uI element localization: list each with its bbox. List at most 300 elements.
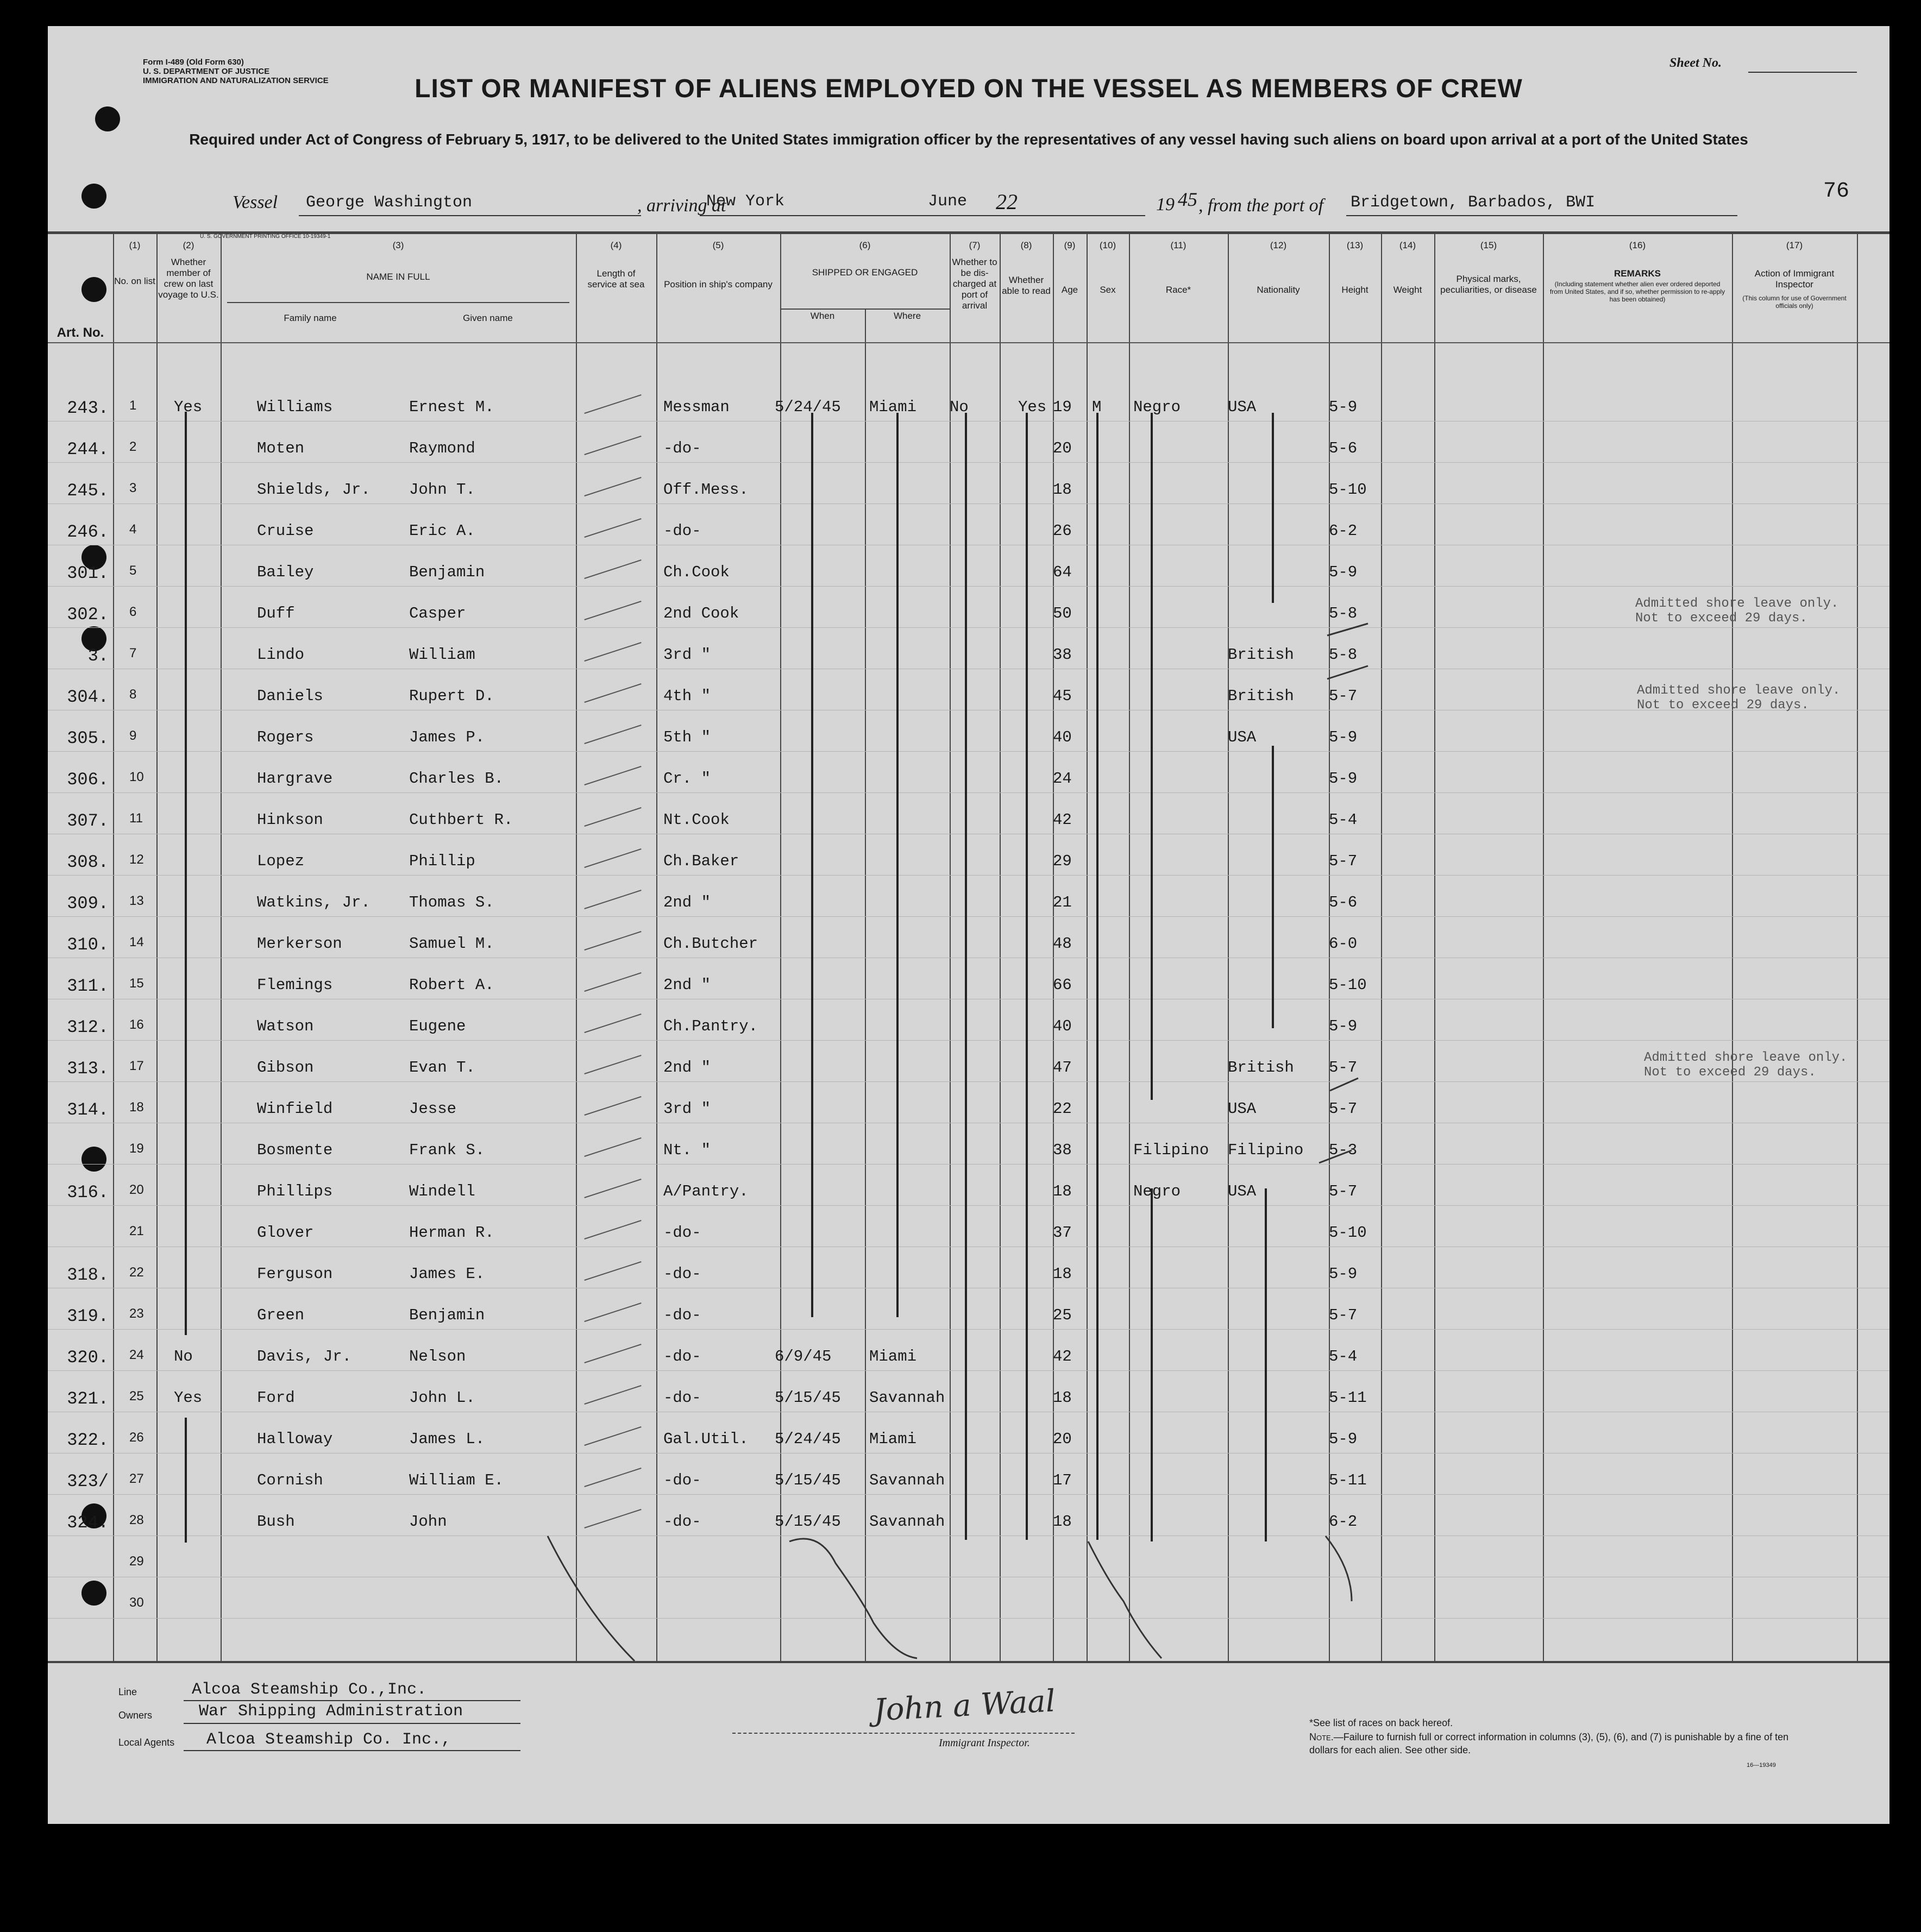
cell-list-number: 25 <box>129 1389 144 1404</box>
cell-shipped-where: Savannah <box>869 1389 945 1407</box>
cell-height: 5-9 <box>1329 563 1358 581</box>
cell-list-number: 8 <box>129 687 137 702</box>
cell-family-name: Cornish <box>257 1471 323 1489</box>
arrival-day: 22 <box>996 190 1018 214</box>
cell-nationality: USA <box>1228 1182 1257 1200</box>
cell-family-name: Rogers <box>257 728 314 746</box>
header-col12: Nationality <box>1257 285 1300 295</box>
cell-given-name: Thomas S. <box>409 893 494 911</box>
cell-family-name: Duff <box>257 605 295 622</box>
cell-given-name: James E. <box>409 1265 485 1283</box>
printing-office-note: U. S. GOVERNMENT PRINTING OFFICE 10-19349-1 <box>200 234 331 240</box>
cell-list-number: 30 <box>129 1595 144 1610</box>
cell-position: Gal.Util. <box>663 1430 749 1448</box>
cell-list-number: 29 <box>129 1554 144 1569</box>
from-port-label: , from the port of <box>1198 196 1324 216</box>
owners-label: Owners <box>118 1710 153 1721</box>
cell-family-name: Gibson <box>257 1059 314 1077</box>
cell-position: Ch.Cook <box>663 563 730 581</box>
cell-given-name: Rupert D. <box>409 687 494 705</box>
cell-age: 40 <box>1053 1017 1072 1035</box>
remark-shore-leave <box>1637 683 1840 713</box>
cell-given-name: Benjamin <box>409 1306 485 1324</box>
cell-height: 5-8 <box>1329 605 1358 622</box>
cell-height: 6-2 <box>1329 522 1358 540</box>
cell-age: 38 <box>1053 1141 1072 1159</box>
arrival-port: New York <box>706 192 785 211</box>
cell-list-number: 20 <box>129 1182 144 1197</box>
cell-height: 5-9 <box>1329 1017 1358 1035</box>
cell-list-number: 9 <box>129 728 137 743</box>
cell-height: 5-11 <box>1329 1471 1367 1489</box>
cell-race: Filipino <box>1133 1141 1209 1159</box>
header-col15: Physical marks, peculiarities, or disease <box>1440 274 1537 295</box>
cell-given-name: John T. <box>409 481 475 499</box>
cell-nationality: USA <box>1228 398 1257 416</box>
cell-age: 37 <box>1053 1224 1072 1242</box>
cell-family-name: Lopez <box>257 852 305 870</box>
cell-list-number: 5 <box>129 563 137 578</box>
cell-given-name: Eric A. <box>409 522 475 540</box>
cell-given-name: Eugene <box>409 1017 466 1035</box>
cell-height: 5-8 <box>1329 646 1358 664</box>
cell-height: 5-11 <box>1329 1389 1367 1407</box>
cell-art-number: 3. <box>87 646 109 666</box>
cell-height: 5-4 <box>1329 1348 1358 1365</box>
cell-age: 25 <box>1053 1306 1072 1324</box>
header-col13: Height <box>1341 285 1368 295</box>
cell-position: Nt.Cook <box>663 811 730 829</box>
cell-given-name: Nelson <box>409 1348 466 1365</box>
header-col17-note: (This column for use of Government officials only) <box>1742 294 1847 310</box>
cell-list-number: 19 <box>129 1141 144 1156</box>
cell-family-name: Bush <box>257 1513 295 1531</box>
cell-art-number: 321. <box>67 1389 109 1409</box>
cell-given-name: Frank S. <box>409 1141 485 1159</box>
cell-age: 18 <box>1053 1182 1072 1200</box>
note-text: —Failure to furnish full or correct information in columns (3), (5), (6), and (7) is punishable by a fine of ten dollars for each alien. See other side. <box>1309 1732 1789 1755</box>
cell-age: 42 <box>1053 811 1072 829</box>
cell-list-number: 12 <box>129 852 144 867</box>
cell-height: 5-9 <box>1329 1430 1358 1448</box>
header-col14: Weight <box>1393 285 1422 295</box>
cell-height: 5-10 <box>1329 481 1367 499</box>
header-col17-number: (17) <box>1786 240 1803 250</box>
remark-line: Not to exceed 29 days. <box>1637 698 1809 713</box>
cell-given-name: Herman R. <box>409 1224 494 1242</box>
cell-height: 5-6 <box>1329 439 1358 457</box>
cell-art-number: 307. <box>67 811 109 831</box>
cell-shipped-where: Miami <box>869 1430 917 1448</box>
cell-art-number: 305. <box>67 728 109 748</box>
cell-position: Ch.Baker <box>663 852 739 870</box>
note-label: Note. <box>1309 1732 1334 1742</box>
header-family-name: Family name <box>284 313 337 323</box>
cell-height: 5-7 <box>1329 1306 1358 1324</box>
cell-list-number: 11 <box>129 811 143 826</box>
cell-list-number: 3 <box>129 481 137 495</box>
cell-position: 2nd " <box>663 976 711 994</box>
page-number: 76 <box>1823 179 1850 204</box>
cell-position: Messman <box>663 398 730 416</box>
cell-family-name: Glover <box>257 1224 314 1242</box>
year-suffix: 45 <box>1178 188 1197 210</box>
header-col6: SHIPPED OR ENGAGED <box>812 267 918 278</box>
cell-art-number: 245. <box>67 481 109 501</box>
line-underline <box>184 1700 520 1701</box>
races-note: *See list of races on back hereof. <box>1309 1717 1453 1728</box>
header-col15-number: (15) <box>1480 240 1497 250</box>
form-code: 16—19349 <box>1747 1762 1776 1769</box>
cell-art-number: 301. <box>67 563 109 583</box>
cell-discharged: No <box>950 398 969 416</box>
cell-height: 5-9 <box>1329 398 1358 416</box>
cell-family-name: Hinkson <box>257 811 323 829</box>
cell-art-number: 306. <box>67 770 109 790</box>
cell-art-number: 244. <box>67 439 109 460</box>
remark-line: Not to exceed 29 days. <box>1635 611 1807 626</box>
cell-shipped-where: Miami <box>869 398 917 416</box>
agents-value: Alcoa Steamship Co. Inc., <box>206 1730 451 1749</box>
cell-given-name: William E. <box>409 1471 504 1489</box>
cell-shipped-when: 5/24/45 <box>775 1430 841 1448</box>
header-shipped-when: When <box>810 311 835 321</box>
cell-height: 5-9 <box>1329 770 1358 788</box>
cell-family-name: Phillips <box>257 1182 333 1200</box>
cell-list-number: 6 <box>129 605 137 619</box>
cell-given-name: Evan T. <box>409 1059 475 1077</box>
header-col14-number: (14) <box>1399 240 1416 250</box>
cell-family-name: Watson <box>257 1017 314 1035</box>
cell-position: Ch.Pantry. <box>663 1017 758 1035</box>
header-col12-number: (12) <box>1270 240 1287 250</box>
cell-age: 18 <box>1053 1265 1072 1283</box>
header-col11-number: (11) <box>1170 240 1186 250</box>
header-col3: NAME IN FULL <box>366 272 430 282</box>
cell-height: 5-7 <box>1329 1100 1358 1118</box>
cell-age: 19 <box>1053 398 1072 416</box>
cell-age: 17 <box>1053 1471 1072 1489</box>
cell-age: 42 <box>1053 1348 1072 1365</box>
cell-list-number: 17 <box>129 1059 144 1073</box>
cell-nationality: British <box>1228 1059 1294 1077</box>
cell-family-name: Watkins, Jr. <box>257 893 371 911</box>
header-col16: REMARKS <box>1614 268 1661 279</box>
cell-position: A/Pantry. <box>663 1182 749 1200</box>
cell-family-name: Ford <box>257 1389 295 1407</box>
cell-art-number: 311. <box>67 976 109 996</box>
cell-age: 21 <box>1053 893 1072 911</box>
cell-position: -do- <box>663 1389 701 1407</box>
cell-height: 6-0 <box>1329 935 1358 953</box>
cell-shipped-when: 5/15/45 <box>775 1471 841 1489</box>
cell-nationality: USA <box>1228 728 1257 746</box>
cell-given-name: James L. <box>409 1430 485 1448</box>
cell-art-number: 302. <box>67 605 109 625</box>
cell-family-name: Bosmente <box>257 1141 333 1159</box>
cell-age: 18 <box>1053 1513 1072 1531</box>
cell-age: 48 <box>1053 935 1072 953</box>
inspector-signature: John a Waal <box>872 1683 1057 1728</box>
cell-art-number: 309. <box>67 893 109 914</box>
header-col5-number: (5) <box>712 240 724 250</box>
cell-position: -do- <box>663 522 701 540</box>
cell-height: 5-10 <box>1329 976 1367 994</box>
sheet-number-label: Sheet No. <box>1669 56 1722 70</box>
remark-line: Admitted shore leave only. <box>1635 596 1839 611</box>
cell-age: 18 <box>1053 481 1072 499</box>
cell-age: 22 <box>1053 1100 1072 1118</box>
cell-art-number: 322. <box>67 1430 109 1450</box>
header-col9-number: (9) <box>1064 240 1076 250</box>
cell-family-name: Merkerson <box>257 935 342 953</box>
cell-nationality: British <box>1228 646 1294 664</box>
header-col1-number: (1) <box>129 240 141 250</box>
cell-shipped-when: 5/24/45 <box>775 398 841 416</box>
cell-list-number: 21 <box>129 1224 144 1238</box>
header-col3-number: (3) <box>392 240 404 250</box>
cell-family-name: Cruise <box>257 522 314 540</box>
page-subtitle: Required under Act of Congress of February 5, 1917, to be delivered to the United States immigration officer by the representatives of any vessel having such aliens on board upon arrival at a port of the United States <box>189 131 1748 148</box>
cell-given-name: John L. <box>409 1389 475 1407</box>
cell-position: -do- <box>663 1306 701 1324</box>
cell-list-number: 18 <box>129 1100 144 1115</box>
cell-art-number: 308. <box>67 852 109 872</box>
cell-height: 5-7 <box>1329 852 1358 870</box>
cell-shipped-where: Savannah <box>869 1513 945 1531</box>
cell-shipped-where: Miami <box>869 1348 917 1365</box>
cell-age: 24 <box>1053 770 1072 788</box>
cell-list-number: 27 <box>129 1471 144 1486</box>
vessel-label: Vessel <box>233 192 278 212</box>
cell-list-number: 26 <box>129 1430 144 1445</box>
cell-height: 5-3 <box>1329 1141 1358 1159</box>
cell-list-number: 22 <box>129 1265 144 1280</box>
cell-position: 3rd " <box>663 1100 711 1118</box>
cell-position: 5th " <box>663 728 711 746</box>
cell-position: Ch.Butcher <box>663 935 758 953</box>
cell-list-number: 1 <box>129 398 137 413</box>
cell-age: 47 <box>1053 1059 1072 1077</box>
cell-nationality: USA <box>1228 1100 1257 1118</box>
cell-given-name: Charles B. <box>409 770 504 788</box>
cell-race: Negro <box>1133 398 1181 416</box>
agents-underline <box>184 1750 520 1751</box>
cell-position: 3rd " <box>663 646 711 664</box>
header-col2: Whether member of crew on last voyage to U.S. <box>158 257 219 300</box>
remark-line: Not to exceed 29 days. <box>1644 1065 1816 1080</box>
cell-family-name: Shields, Jr. <box>257 481 371 499</box>
cell-age: 50 <box>1053 605 1072 622</box>
cell-position: -do- <box>663 1471 701 1489</box>
cell-family-name: Flemings <box>257 976 333 994</box>
cell-given-name: James P. <box>409 728 485 746</box>
cell-art-number: 320. <box>67 1348 109 1368</box>
cell-height: 5-4 <box>1329 811 1358 829</box>
header-col8: Whether able to read <box>1002 275 1051 296</box>
cell-family-name: Hargrave <box>257 770 333 788</box>
cell-last-voyage: No <box>174 1348 193 1365</box>
header-shipped-where: Where <box>893 311 921 321</box>
remark-line: Admitted shore leave only. <box>1637 683 1841 698</box>
cell-family-name: Moten <box>257 439 305 457</box>
header-col10: Sex <box>1100 285 1116 295</box>
cell-list-number: 10 <box>129 770 144 784</box>
cell-list-number: 4 <box>129 522 137 537</box>
cell-shipped-when: 6/9/45 <box>775 1348 832 1365</box>
steamship-line: Alcoa Steamship Co.,Inc. <box>192 1681 427 1699</box>
line-label: Line <box>118 1686 137 1697</box>
penalty-note <box>1309 1730 1809 1757</box>
cell-position: -do- <box>663 1265 701 1283</box>
header-col13-number: (13) <box>1346 240 1364 250</box>
cell-age: 29 <box>1053 852 1072 870</box>
cell-given-name: Benjamin <box>409 563 485 581</box>
arrival-month: June <box>928 192 968 211</box>
cell-position: 2nd Cook <box>663 605 739 622</box>
remark-shore-leave <box>1635 596 1838 626</box>
cell-age: 26 <box>1053 522 1072 540</box>
cell-position: 2nd " <box>663 1059 711 1077</box>
cell-height: 5-9 <box>1329 728 1358 746</box>
cell-family-name: Bailey <box>257 563 314 581</box>
arriving-label: , arriving at <box>637 196 726 216</box>
cell-family-name: Lindo <box>257 646 305 664</box>
cell-art-number: 323/ <box>67 1471 109 1492</box>
cell-age: 20 <box>1053 439 1072 457</box>
service-name: IMMIGRATION AND NATURALIZATION SERVICE <box>143 76 329 85</box>
cell-family-name: Halloway <box>257 1430 333 1448</box>
cell-age: 20 <box>1053 1430 1072 1448</box>
cell-position: -do- <box>663 1513 701 1531</box>
cell-given-name: William <box>409 646 475 664</box>
vessel-name: George Washington <box>306 193 473 212</box>
cell-last-voyage: Yes <box>174 1389 203 1407</box>
cell-art-number: 318. <box>67 1265 109 1285</box>
cell-given-name: Cuthbert R. <box>409 811 513 829</box>
cell-shipped-when: 5/15/45 <box>775 1513 841 1531</box>
cell-height: 5-7 <box>1329 1059 1358 1077</box>
cell-age: 66 <box>1053 976 1072 994</box>
header-col1: No. on list <box>114 276 155 286</box>
inspector-label: Immigrant Inspector. <box>939 1737 1030 1749</box>
header-col9: Age <box>1061 285 1078 295</box>
header-col11: Race* <box>1165 285 1191 295</box>
header-col7-number: (7) <box>969 240 981 250</box>
header-col5: Position in ship's company <box>664 279 773 290</box>
header-col17: Action of Immigrant Inspector <box>1754 268 1835 290</box>
cell-given-name: Windell <box>409 1182 475 1200</box>
cell-art-number: 304. <box>67 687 109 707</box>
cell-given-name: Casper <box>409 605 466 622</box>
cell-shipped-when: 5/15/45 <box>775 1389 841 1407</box>
cell-age: 64 <box>1053 563 1072 581</box>
cell-list-number: 2 <box>129 439 137 454</box>
header-col16-note: (Including statement whether alien ever ordered deported from United States, and if so, whether permission to re-apply has been obtained) <box>1549 280 1725 303</box>
header-given-name: Given name <box>463 313 513 323</box>
cell-given-name: Phillip <box>409 852 475 870</box>
cell-height: 5-9 <box>1329 1265 1358 1283</box>
cell-list-number: 28 <box>129 1513 144 1527</box>
header-col10-number: (10) <box>1099 240 1116 250</box>
cell-position: Off.Mess. <box>663 481 749 499</box>
cell-height: 5-7 <box>1329 1182 1358 1200</box>
cell-art-number: 319. <box>67 1306 109 1326</box>
cell-age: 45 <box>1053 687 1072 705</box>
cell-family-name: Winfield <box>257 1100 333 1118</box>
cell-height: 5-7 <box>1329 687 1358 705</box>
cell-position: Cr. " <box>663 770 711 788</box>
cell-shipped-where: Savannah <box>869 1471 945 1489</box>
owners-underline <box>184 1723 520 1724</box>
department-name: U. S. DEPARTMENT OF JUSTICE <box>143 67 270 76</box>
remark-shore-leave <box>1644 1050 1847 1080</box>
owners-value: War Shipping Administration <box>199 1702 463 1721</box>
header-col7: Whether to be dis-charged at port of arrival <box>952 257 997 311</box>
cell-nationality: Filipino <box>1228 1141 1304 1159</box>
cell-art-number: 314. <box>67 1100 109 1120</box>
page-title: LIST OR MANIFEST OF ALIENS EMPLOYED ON THE VESSEL AS MEMBERS OF CREW <box>415 74 1523 103</box>
cell-family-name: Williams <box>257 398 333 416</box>
cell-art-number: 312. <box>67 1017 109 1037</box>
manifest-sheet <box>48 26 1889 1824</box>
cell-given-name: John <box>409 1513 447 1531</box>
form-number: Form I-489 (Old Form 630) <box>143 58 244 67</box>
cell-art-number: 246. <box>67 522 109 542</box>
cell-list-number: 14 <box>129 935 144 949</box>
cell-height: 5-6 <box>1329 893 1358 911</box>
cell-position: -do- <box>663 1348 701 1365</box>
end-of-list-strokes <box>48 26 1889 1824</box>
cell-art-number: 313. <box>67 1059 109 1079</box>
cell-given-name: Jesse <box>409 1100 457 1118</box>
cell-list-number: 7 <box>129 646 137 660</box>
cell-given-name: Raymond <box>409 439 475 457</box>
cell-family-name: Davis, Jr. <box>257 1348 352 1365</box>
header-col2-number: (2) <box>183 240 194 250</box>
header-col4: Length of service at sea <box>587 268 645 290</box>
cell-list-number: 13 <box>129 893 144 908</box>
header-col6-number: (6) <box>859 240 871 250</box>
cell-nationality: British <box>1228 687 1294 705</box>
signature-line <box>732 1733 1075 1734</box>
cell-able-to-read: Yes <box>1018 398 1047 416</box>
cell-position: 2nd " <box>663 893 711 911</box>
cell-list-number: 15 <box>129 976 144 991</box>
cell-sex: M <box>1092 398 1102 416</box>
cell-family-name: Daniels <box>257 687 323 705</box>
cell-art-number: 324. <box>67 1513 109 1533</box>
cell-given-name: Ernest M. <box>409 398 494 416</box>
cell-list-number: 24 <box>129 1348 144 1362</box>
cell-given-name: Robert A. <box>409 976 494 994</box>
agents-label: Local Agents <box>118 1737 175 1748</box>
remark-line: Admitted shore leave only. <box>1644 1050 1848 1065</box>
cell-height: 5-10 <box>1329 1224 1367 1242</box>
year-prefix: 19 <box>1156 194 1175 215</box>
cell-age: 40 <box>1053 728 1072 746</box>
cell-list-number: 16 <box>129 1017 144 1032</box>
cell-art-number: 243. <box>67 398 109 418</box>
cell-race: Negro <box>1133 1182 1181 1200</box>
cell-given-name: Samuel M. <box>409 935 494 953</box>
header-art-no: Art. No. <box>56 325 104 340</box>
cell-age: 38 <box>1053 646 1072 664</box>
header-col16-number: (16) <box>1629 240 1646 250</box>
cell-position: -do- <box>663 439 701 457</box>
cell-art-number: 310. <box>67 935 109 955</box>
departure-port: Bridgetown, Barbados, BWI <box>1351 193 1596 212</box>
